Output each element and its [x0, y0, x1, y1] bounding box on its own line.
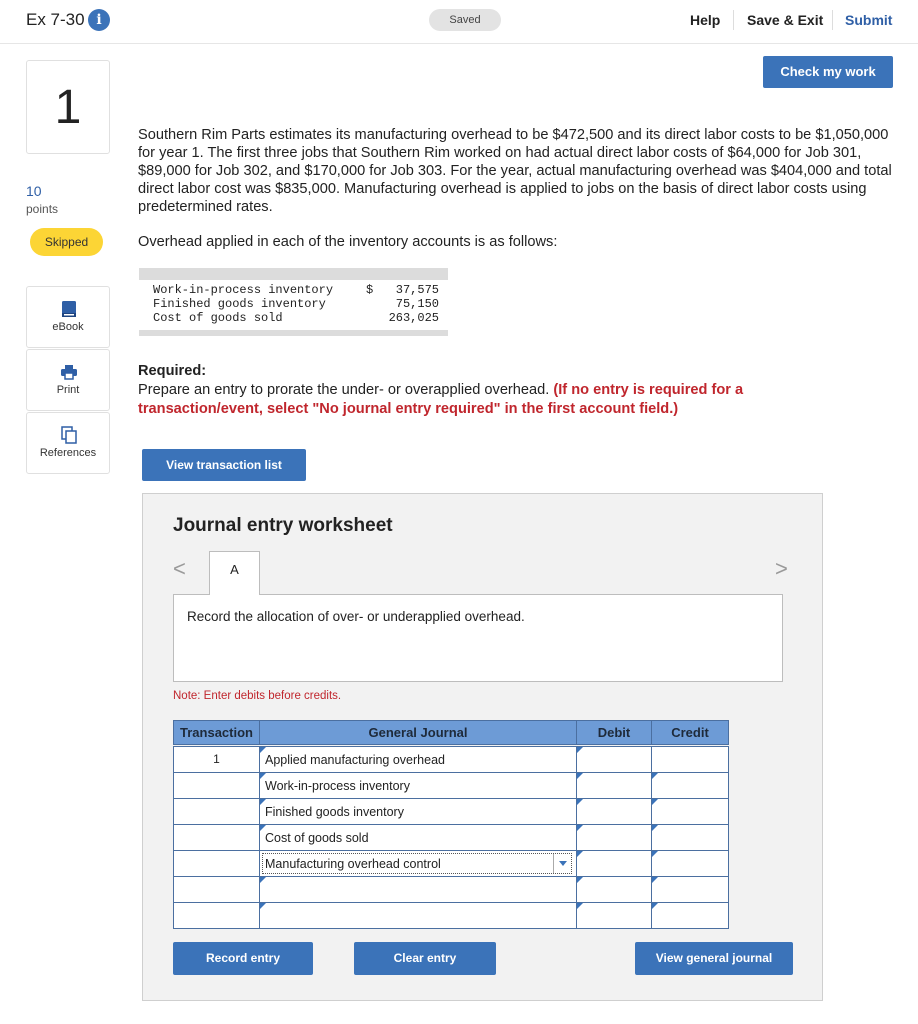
debit-field[interactable]: [576, 850, 652, 877]
debit-field[interactable]: [576, 746, 652, 773]
required-note: (If no entry is required for a transaction/event, select "No journal entry required" in the first account field.): [138, 382, 744, 417]
account-field[interactable]: [259, 824, 577, 851]
references-button[interactable]: [26, 412, 110, 474]
print-label: Print: [56, 384, 80, 396]
field-marker: [652, 877, 658, 883]
field-marker: [577, 799, 583, 805]
references-label: References: [39, 447, 97, 459]
credit-field[interactable]: [651, 902, 729, 929]
field-marker: [577, 903, 583, 909]
chevron-right-icon[interactable]: >: [775, 556, 788, 581]
record-entry-button[interactable]: Record entry: [173, 942, 313, 975]
field-marker: [577, 825, 583, 831]
debit-credit-note: Note: Enter debits before credits.: [173, 690, 342, 702]
tab-a[interactable]: A: [209, 551, 260, 595]
account-name: Work-in-process inventory: [153, 283, 334, 297]
book-icon: [59, 299, 79, 319]
currency-symbol: $: [366, 283, 374, 297]
table-row: [173, 746, 729, 772]
header-divider: [832, 10, 833, 30]
question-intro: Overhead applied in each of the inventory accounts is as follows:: [138, 234, 558, 250]
credit-field[interactable]: [651, 798, 729, 825]
account-field[interactable]: [259, 772, 577, 799]
points-value: 10: [26, 183, 42, 199]
question-number: 1: [26, 60, 110, 154]
column-header-general-journal: General Journal: [259, 720, 577, 745]
transaction-cell: [173, 798, 260, 825]
credit-field[interactable]: [651, 824, 729, 851]
overhead-applied-table: [139, 268, 448, 336]
save-exit-link[interactable]: Save & Exit: [747, 12, 824, 28]
table-row: [173, 850, 729, 876]
debit-field[interactable]: [576, 772, 652, 799]
field-marker: [577, 877, 583, 883]
debit-field[interactable]: [576, 876, 652, 903]
column-header-transaction: Transaction: [173, 720, 260, 745]
view-transaction-list-button[interactable]: View transaction list: [142, 449, 306, 481]
account-amount: 263,025: [388, 311, 439, 325]
required-instruction: Prepare an entry to prorate the under- or overapplied overhead.: [138, 382, 554, 398]
account-amount: 75,150: [395, 297, 439, 311]
credit-field[interactable]: [651, 876, 729, 903]
journal-entry-worksheet: [142, 493, 823, 1001]
top-header: [0, 0, 918, 44]
credit-field[interactable]: [651, 850, 729, 877]
table-row: [153, 311, 439, 325]
ebook-button[interactable]: [26, 286, 110, 348]
field-marker: [260, 877, 266, 883]
print-button[interactable]: [26, 349, 110, 411]
copy-icon: [59, 425, 79, 445]
table-row: [173, 798, 729, 824]
table-row: [153, 283, 439, 297]
worksheet-title: Journal entry worksheet: [173, 515, 393, 536]
points-label: points: [26, 202, 59, 216]
ebook-label: eBook: [52, 321, 84, 333]
account-field[interactable]: [259, 798, 577, 825]
dropdown-toggle[interactable]: [553, 854, 571, 873]
table-row: [173, 772, 729, 798]
clear-entry-button[interactable]: Clear entry: [354, 942, 496, 975]
info-icon[interactable]: i: [88, 9, 110, 31]
saved-status: Saved: [429, 9, 501, 31]
account-value: Finished goods inventory: [265, 805, 404, 819]
chevron-down-icon: [559, 861, 567, 866]
transaction-cell: [173, 772, 260, 799]
credit-field[interactable]: [651, 746, 729, 773]
field-marker: [652, 903, 658, 909]
field-marker: [652, 851, 658, 857]
transaction-cell: [173, 850, 260, 877]
account-value: Cost of goods sold: [265, 831, 369, 845]
submit-link[interactable]: Submit: [845, 12, 893, 28]
transaction-cell: [173, 876, 260, 903]
printer-icon: [59, 362, 79, 382]
field-marker: [652, 799, 658, 805]
exercise-title: Ex 7-30: [26, 10, 85, 29]
help-link[interactable]: Help: [690, 12, 721, 28]
account-field[interactable]: [259, 902, 577, 929]
transaction-cell: [173, 902, 260, 929]
debit-field[interactable]: [576, 902, 652, 929]
field-marker: [652, 825, 658, 831]
account-value: Work-in-process inventory: [265, 779, 410, 793]
account-amount: 37,575: [395, 283, 439, 297]
column-header-debit: Debit: [576, 720, 652, 745]
field-marker: [577, 851, 583, 857]
debit-field[interactable]: [576, 824, 652, 851]
transaction-cell: [173, 824, 260, 851]
account-dropdown[interactable]: [259, 850, 577, 877]
field-marker: [577, 747, 583, 753]
instruction-panel: [173, 594, 783, 682]
account-name: Cost of goods sold: [153, 311, 283, 325]
chevron-left-icon[interactable]: <: [173, 556, 186, 581]
account-field[interactable]: [259, 876, 577, 903]
table-row: [173, 902, 729, 928]
transaction-cell: 1: [173, 746, 260, 773]
account-value: Manufacturing overhead control: [265, 857, 441, 871]
instruction-text: Record the allocation of over- or underapplied overhead.: [187, 609, 525, 624]
credit-field[interactable]: [651, 772, 729, 799]
debit-field[interactable]: [576, 798, 652, 825]
field-marker: [652, 773, 658, 779]
header-divider: [733, 10, 734, 30]
question-paragraph: Southern Rim Parts estimates its manufacturing overhead to be $472,500 and its direct labor costs to be $1,050,000 for year 1. The first three jobs that Southern Rim worked on had actual direct labor costs of $64,000 for Job 301, $89,000 for Job 302, and $170,000 for Job 303. For the year, actual manufacturing overhead was $404,000 and total direct labor cost was $835,000. Manufacturing overhead is applied to jobs on the basis of direct labor costs using predetermined rates.: [138, 127, 892, 215]
field-marker: [260, 903, 266, 909]
column-header-credit: Credit: [651, 720, 729, 745]
account-value: Applied manufacturing overhead: [265, 753, 445, 767]
table-row: [173, 876, 729, 902]
table-row: [173, 824, 729, 850]
account-name: Finished goods inventory: [153, 297, 326, 311]
account-select[interactable]: [262, 853, 572, 874]
account-field[interactable]: [259, 746, 577, 773]
required-text: [138, 381, 858, 419]
table-row: [153, 297, 439, 311]
field-marker: [577, 773, 583, 779]
status-badge: Skipped: [30, 228, 103, 256]
check-my-work-button[interactable]: Check my work: [763, 56, 893, 88]
journal-table: [173, 720, 729, 926]
view-general-journal-button[interactable]: View general journal: [635, 942, 793, 975]
required-heading: Required:: [138, 363, 207, 379]
